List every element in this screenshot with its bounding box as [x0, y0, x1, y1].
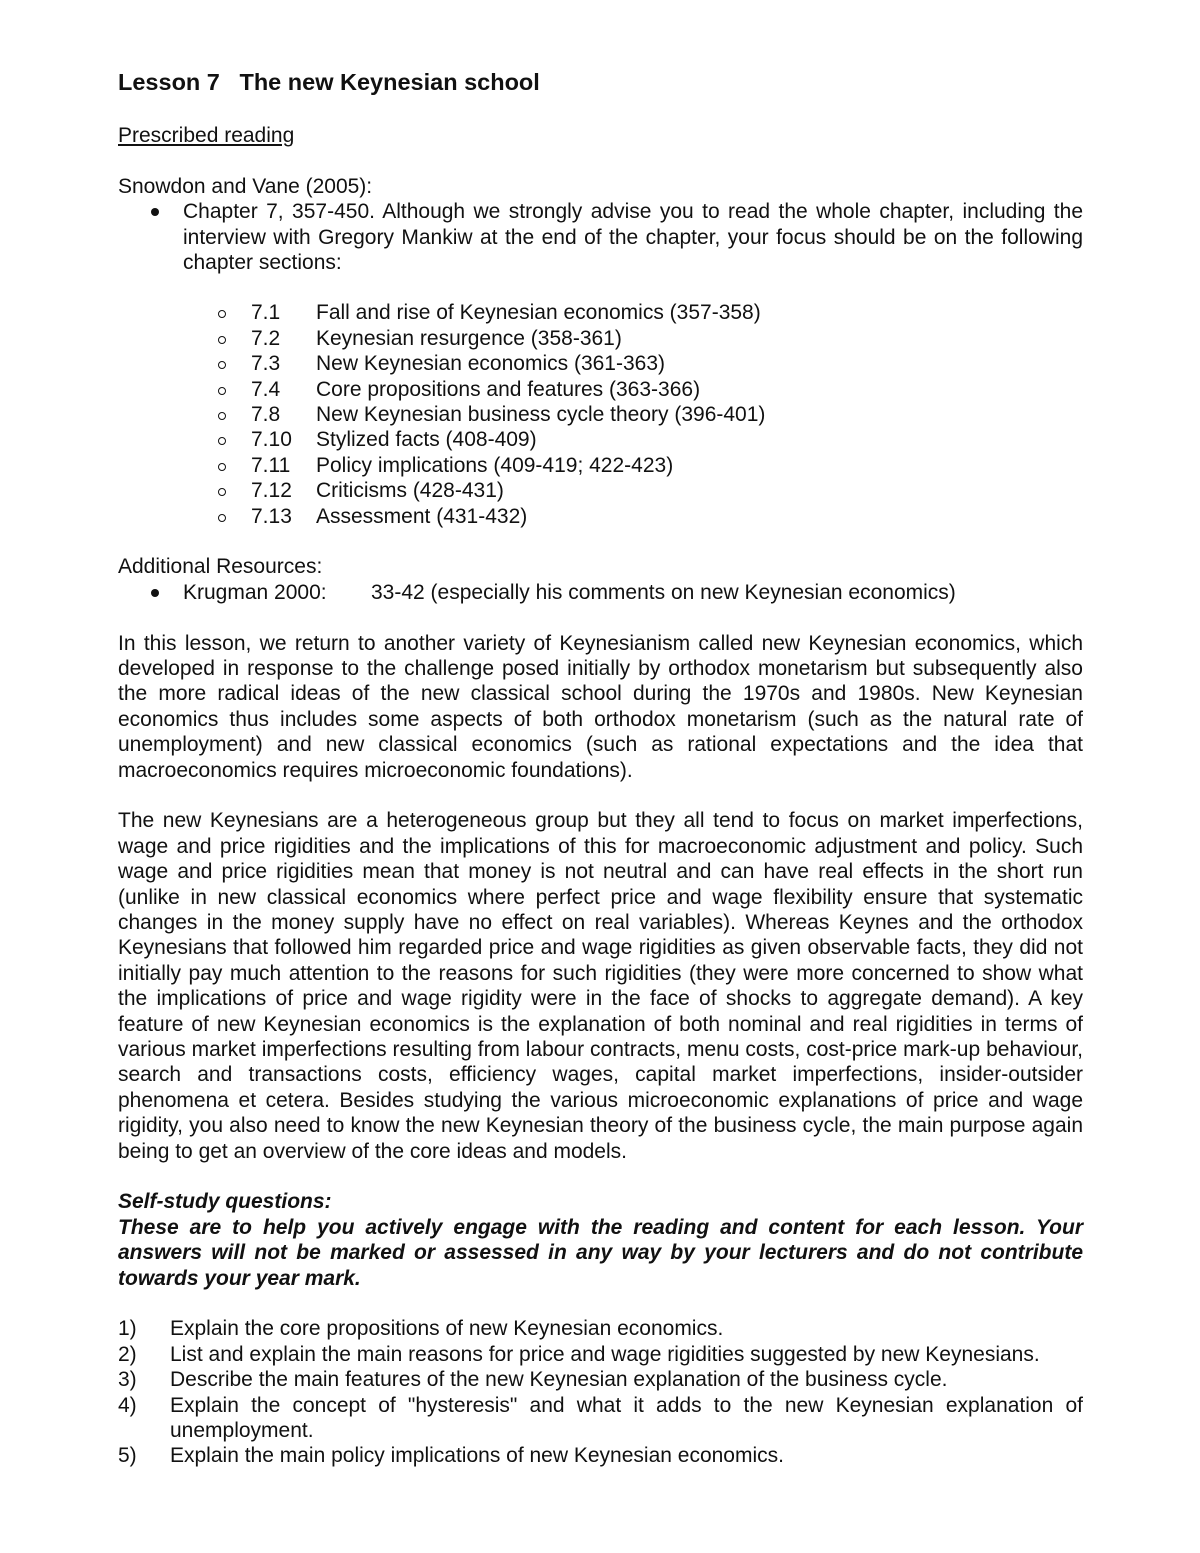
question-number: 4): [118, 1393, 137, 1417]
self-study-questions-list: [118, 1316, 1083, 1468]
section-title: New Keynesian economics (361-363): [316, 352, 666, 376]
bullet-icon: [151, 589, 159, 597]
section-number: 7.13: [251, 504, 292, 528]
chapter-list: [118, 199, 1083, 275]
section-title: Keynesian resurgence (358-361): [316, 326, 622, 350]
circle-bullet-icon: [218, 463, 226, 471]
additional-resource-item: [118, 580, 1083, 605]
section-title: Assessment (431-432): [316, 504, 528, 528]
section-title: Core propositions and features (363-366): [316, 377, 701, 401]
circle-bullet-icon: [218, 336, 226, 344]
section-title: Stylized facts (408-409): [316, 428, 537, 452]
section-title: Fall and rise of Keynesian economics (357-358): [316, 301, 761, 325]
question-text: Explain the core propositions of new Keynesian economics.: [170, 1317, 724, 1341]
section-title: Criticisms (428-431): [316, 479, 504, 503]
chapter-sections-list: [118, 300, 1083, 529]
section-number: 7.12: [251, 479, 292, 503]
question-text: Describe the main features of the new Keynesian explanation of the business cycle.: [170, 1368, 948, 1392]
section-title: Policy implications (409-419; 422-423): [316, 453, 674, 477]
question-text: Explain the concept of "hysteresis" and what it adds to the new Keynesian explanation of unemployment.: [170, 1393, 1083, 1443]
reading-source: Snowdon and Vane (2005):: [118, 174, 373, 198]
question-text: Explain the main policy implications of new Keynesian economics.: [170, 1444, 784, 1468]
section-number: 7.4: [251, 377, 281, 401]
additional-resource-source: Krugman 2000:: [183, 580, 327, 604]
question-item: [118, 1342, 1083, 1367]
lesson-title: Lesson 7 The new Keynesian school: [118, 69, 540, 95]
section-item: [118, 377, 1083, 402]
prescribed-reading-heading: Prescribed reading: [118, 124, 295, 147]
circle-bullet-icon: [218, 437, 226, 445]
bullet-icon: [151, 208, 159, 216]
body-paragraph: The new Keynesians are a heterogeneous group but they all tend to focus on market imperfections, wage and price rigidities and the implications of this for macroeconomic adjustment and policy. Such wage and price rigidities mean that money is not neutral and can have real effects in the short run (unlike in new classical economics where perfect price and wage flexibility ensure that systematic changes in the money supply have no effect on real variables). Whereas Keynes and the orthodox Keynesians that followed him regarded price and wage rigidities as given observable facts, they did not initially pay much attention to the reasons for such rigidities (they were more concerned to show what the implications of price and wage rigidity were in the face of shocks to aggregate demand). A key feature of new Keynesian economics is the explanation of both nominal and real rigidities in terms of various market imperfections resulting from labour contracts, menu costs, cost-price mark-up behaviour, search and transactions costs, efficiency wages, capital market imperfections, insider-outsider phenomena et cetera. Besides studying the various microeconomic explanations of price and wage rigidity, you also need to know the new Keynesian theory of the business cycle, the main purpose again being to get an overview of the core ideas and models.: [118, 809, 1083, 1163]
section-item: [118, 402, 1083, 427]
circle-bullet-icon: [218, 412, 226, 420]
section-number: 7.11: [251, 453, 291, 477]
self-study-note: These are to help you actively engage with the reading and content for each lesson. Your answers will not be marked or assessed in any way by your lecturers and do not contribute towards your year mark.: [118, 1215, 1083, 1290]
additional-resources-heading: Additional Resources:: [118, 555, 323, 579]
question-number: 1): [118, 1317, 137, 1341]
question-text: List and explain the main reasons for price and wage rigidities suggested by new Keynesians.: [170, 1342, 1040, 1366]
section-item: [118, 504, 1083, 529]
section-item: [118, 300, 1083, 325]
circle-bullet-icon: [218, 310, 226, 318]
question-number: 3): [118, 1368, 137, 1392]
section-item: [118, 326, 1083, 351]
section-item: [118, 351, 1083, 376]
question-number: 2): [118, 1342, 137, 1366]
section-item: [118, 478, 1083, 503]
section-number: 7.10: [251, 428, 292, 452]
additional-resource-text: 33-42 (especially his comments on new Keynesian economics): [371, 580, 956, 604]
section-number: 7.1: [251, 301, 281, 325]
document-content: [118, 68, 1083, 1469]
circle-bullet-icon: [218, 361, 226, 369]
circle-bullet-icon: [218, 488, 226, 496]
circle-bullet-icon: [218, 387, 226, 395]
self-study-heading: Self-study questions:: [118, 1190, 332, 1214]
section-number: 7.3: [251, 352, 281, 376]
section-item: [118, 453, 1083, 478]
question-item: [118, 1316, 1083, 1341]
additional-resources-list: [118, 580, 1083, 605]
circle-bullet-icon: [218, 514, 226, 522]
chapter-bullet-text: Chapter 7, 357-450. Although we strongly advise you to read the whole chapter, including the interview with Gregory Mankiw at the end of the chapter, your focus should be on the following chapter sections:: [183, 200, 1083, 275]
section-number: 7.8: [251, 402, 281, 426]
intro-paragraph: In this lesson, we return to another variety of Keynesianism called new Keynesian economics, which developed in response to the challenge posed initially by orthodox monetarism but subsequently also the more radical ideas of the new classical school during the 1970s and 1980s. New Keynesian economics thus includes some aspects of both orthodox monetarism (such as the natural rate of unemployment) and new classical economics (such as rational expectations and the idea that macroeconomics requires microeconomic foundations).: [118, 631, 1083, 782]
chapter-bullet: [118, 199, 1083, 275]
section-title: New Keynesian business cycle theory (396-401): [316, 402, 766, 426]
section-item: [118, 427, 1083, 452]
section-number: 7.2: [251, 326, 281, 350]
question-number: 5): [118, 1444, 137, 1468]
question-item: [118, 1393, 1083, 1444]
question-item: [118, 1443, 1083, 1468]
question-item: [118, 1367, 1083, 1392]
